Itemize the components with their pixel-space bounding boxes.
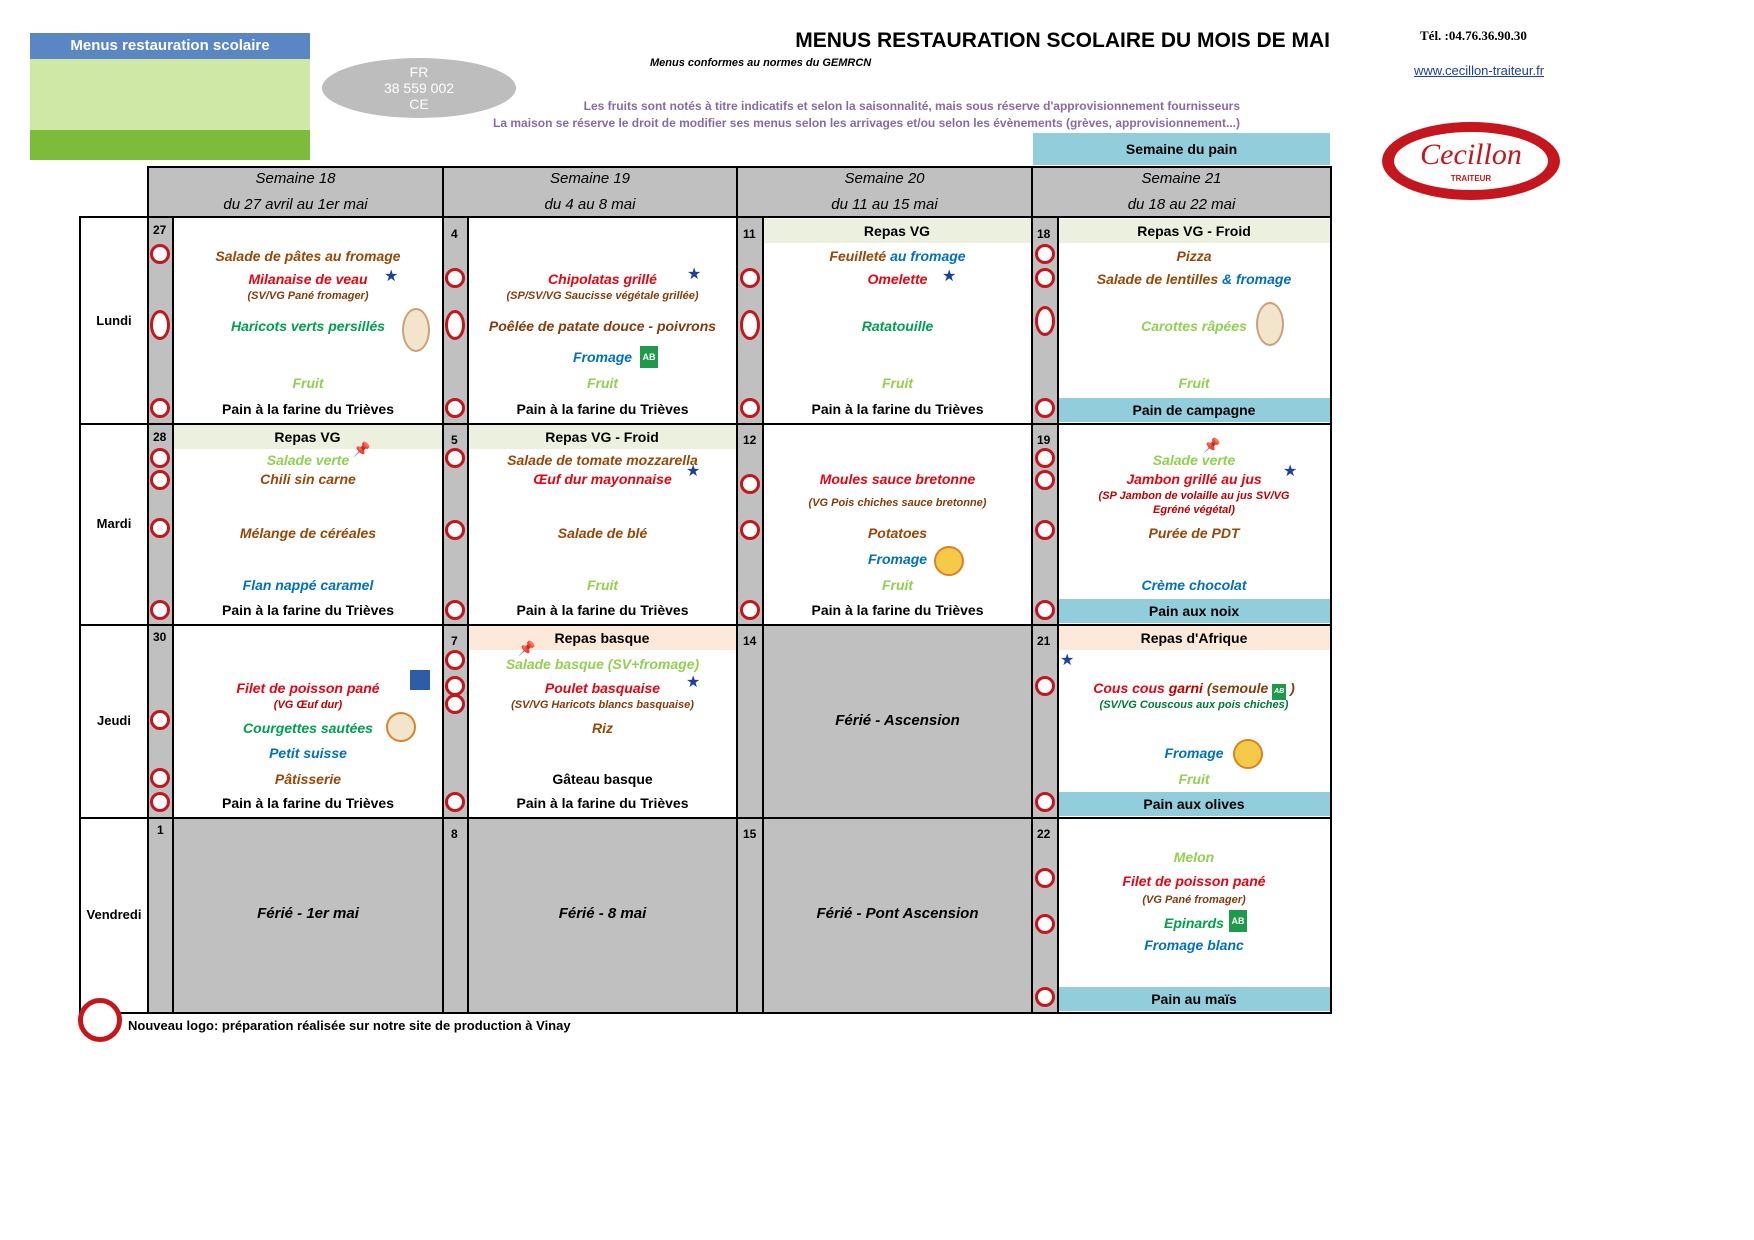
jeudi-w20-holiday: Férié - Ascension xyxy=(835,712,960,729)
chef-hat-icon xyxy=(445,448,465,468)
bread-lundi-w21: Pain de campagne xyxy=(1058,398,1330,422)
mardi-w18-main: Chili sin carne xyxy=(260,471,356,487)
date-22: 22 xyxy=(1037,827,1051,841)
msc-fish-icon xyxy=(410,670,430,690)
date-7: 7 xyxy=(451,634,458,648)
theme-mardi-w18: Repas VG xyxy=(173,425,442,449)
date-4: 4 xyxy=(451,227,458,241)
bread-mardi-w21: Pain aux noix xyxy=(1058,599,1330,623)
mardi-w20-dairy: Fromage xyxy=(867,551,928,567)
chef-hat-icon xyxy=(78,998,122,1042)
week-20-dates: du 11 au 15 mai xyxy=(831,196,938,213)
jeudi-w19-main: Poulet basquaise xyxy=(544,680,661,696)
logo-banner: Menus restauration scolaire xyxy=(30,33,310,59)
date-27: 27 xyxy=(153,223,167,237)
vendredi-w21-main: Filet de poisson pané xyxy=(1122,873,1266,889)
page-title: MENUS RESTAURATION SCOLAIRE DU MOIS DE MAI xyxy=(795,29,1330,52)
chef-hat-icon xyxy=(445,310,465,340)
lundi-w18-starter: Salade de pâtes au fromage xyxy=(215,248,401,264)
week-18-header xyxy=(149,166,442,218)
jeudi-w21-main-d: ) xyxy=(1290,680,1295,696)
week-18-title: Semaine 18 xyxy=(255,170,336,187)
week-18-dates: du 27 avril au 1er mai xyxy=(223,196,368,213)
label-rouge-icon xyxy=(1256,302,1284,346)
cecillon-logo xyxy=(1382,122,1560,200)
chef-hat-icon xyxy=(1035,448,1055,468)
chef-hat-icon xyxy=(1035,600,1055,620)
mardi-w18-side: Mélange de céréales xyxy=(239,525,377,541)
mardi-w19-bread: Pain à la farine du Trièves xyxy=(516,602,689,618)
chef-hat-icon xyxy=(740,268,760,288)
day-lundi: Lundi xyxy=(96,313,132,328)
date-18: 18 xyxy=(1037,227,1051,241)
mardi-w20-main-alt: (VG Pois chiches sauce bretonne) xyxy=(808,497,987,509)
chef-hat-icon xyxy=(150,244,170,264)
week-21-title: Semaine 21 xyxy=(1141,170,1222,187)
bread-jeudi-w21: Pain aux olives xyxy=(1058,792,1330,816)
mardi-w20-dessert: Fruit xyxy=(881,577,914,593)
mardi-w19-starter: Salade de tomate mozzarella xyxy=(507,452,698,468)
footnote: Nouveau logo: préparation réalisée sur notre site de production à Vinay xyxy=(128,1018,571,1033)
mardi-w20-bread: Pain à la farine du Trièves xyxy=(811,602,984,618)
lundi-w18-main-alt: (SV/VG Pané fromager) xyxy=(247,290,369,302)
chef-hat-icon xyxy=(740,474,760,494)
jeudi-w18-side: Courgettes sautées xyxy=(243,720,373,736)
theme-jeudi-w21: Repas d'Afrique xyxy=(1058,626,1330,650)
jeudi-w21-main-a: Cous cous xyxy=(1093,680,1165,696)
french-origin-icon: ★ xyxy=(687,266,702,283)
chef-hat-icon xyxy=(1035,987,1055,1007)
vendredi-w19-holiday: Férié - 8 mai xyxy=(558,905,647,922)
chef-hat-icon xyxy=(740,398,760,418)
mardi-w21-starter: Salade verte xyxy=(1152,452,1236,468)
mardi-w21-main-alt1: (SP Jambon de volaille au jus SV/VG xyxy=(1098,490,1290,502)
date-12: 12 xyxy=(743,433,757,447)
vendredi-w18-holiday: Férié - 1er mai xyxy=(257,905,359,922)
theme-lundi-w20: Repas VG xyxy=(763,219,1031,243)
chef-hat-icon xyxy=(150,310,170,340)
lundi-w18-main: Milanaise de veau xyxy=(248,271,368,287)
lundi-w19-main: Chipolatas grillé xyxy=(548,271,657,287)
vendredi-w21-starter: Melon xyxy=(1173,849,1215,865)
chef-hat-icon xyxy=(740,310,760,340)
lundi-w20-starter-b: au fromage xyxy=(890,248,966,264)
modification-note: La maison se réserve le droit de modifier ses menus selon les arrivages et/ou selon les évènements (grèves, approvisionnement...) xyxy=(493,116,1240,130)
chef-hat-icon xyxy=(150,470,170,490)
jeudi-w21-main xyxy=(1058,680,1330,700)
lundi-w19-bread: Pain à la farine du Trièves xyxy=(516,401,689,417)
day-mardi: Mardi xyxy=(96,516,132,531)
organic-ab-icon: AB xyxy=(1229,910,1247,932)
chef-hat-icon xyxy=(445,398,465,418)
french-origin-icon: ★ xyxy=(942,268,957,285)
french-origin-icon: ★ xyxy=(384,268,399,285)
bread-week-banner: Semaine du pain xyxy=(1033,133,1330,165)
chef-hat-icon xyxy=(445,676,465,696)
health-mark-number: 38 559 002 xyxy=(383,80,455,96)
chef-hat-icon xyxy=(1035,306,1055,336)
date-28: 28 xyxy=(153,430,167,444)
mardi-w20-main: Moules sauce bretonne xyxy=(819,471,976,487)
chef-hat-icon xyxy=(445,268,465,288)
health-mark-fr: FR xyxy=(409,64,429,80)
day-vendredi: Vendredi xyxy=(86,907,142,922)
jeudi-w18-dairy: Petit suisse xyxy=(269,745,347,761)
lundi-w19-side: Poêlée de patate douce - poivrons xyxy=(488,318,717,334)
chef-hat-icon xyxy=(150,792,170,812)
lundi-w18-bread: Pain à la farine du Trièves xyxy=(222,401,394,417)
chef-hat-icon xyxy=(150,398,170,418)
chef-hat-icon xyxy=(1035,398,1055,418)
chef-hat-icon xyxy=(445,520,465,540)
french-origin-icon: ★ xyxy=(1283,463,1298,480)
week-21-dates: du 18 au 22 mai xyxy=(1127,196,1236,213)
date-14: 14 xyxy=(743,634,757,648)
label-rouge-icon xyxy=(402,308,430,352)
lundi-w20-starter-a: Feuilleté xyxy=(829,248,887,264)
chef-hat-icon xyxy=(740,600,760,620)
cecillon-logo-text: Cecillon xyxy=(1394,132,1548,190)
vendredi-w21-main-alt: (VG Pané fromager) xyxy=(1142,894,1246,906)
date-30: 30 xyxy=(153,630,167,644)
date-21: 21 xyxy=(1037,634,1051,648)
date-1: 1 xyxy=(157,823,164,837)
chef-hat-icon xyxy=(445,694,465,714)
chef-hat-icon xyxy=(1035,244,1055,264)
lundi-w18-side: Haricots verts persillés xyxy=(230,318,386,334)
organic-ab-icon: AB xyxy=(640,346,658,368)
chef-hat-icon xyxy=(150,448,170,468)
week-21-header xyxy=(1033,166,1330,218)
mardi-w20-side: Potatoes xyxy=(867,525,928,541)
week-20-title: Semaine 20 xyxy=(844,170,925,187)
mardi-w18-bread: Pain à la farine du Trièves xyxy=(222,602,394,618)
jeudi-w19-side: Riz xyxy=(592,720,613,736)
page-subtitle: Menus conformes au normes du GEMRCN xyxy=(650,57,872,69)
website-link[interactable]: www.cecillon-traiteur.fr xyxy=(1414,63,1545,78)
chef-hat-icon xyxy=(1035,914,1055,934)
chef-hat-icon xyxy=(1035,268,1055,288)
date-15: 15 xyxy=(743,827,757,841)
jeudi-w19-dessert: Gâteau basque xyxy=(552,771,653,787)
jeudi-w21-main-alt: (SV/VG Couscous aux pois chiches) xyxy=(1099,699,1289,711)
week-19-header xyxy=(444,166,736,218)
french-origin-icon: ★ xyxy=(686,463,701,480)
chef-hat-icon xyxy=(445,600,465,620)
jeudi-w19-bread: Pain à la farine du Trièves xyxy=(516,795,689,811)
french-origin-icon: ★ xyxy=(686,674,701,691)
date-11: 11 xyxy=(743,227,756,241)
jeudi-w18-main-alt: (VG Œuf dur) xyxy=(273,699,343,711)
lundi-w21-main-b: & fromage xyxy=(1222,271,1292,287)
chef-hat-icon xyxy=(1035,470,1055,490)
lundi-w18-dessert: Fruit xyxy=(292,375,324,391)
mardi-w18-starter: Salade verte xyxy=(266,452,350,468)
jeudi-w18-main: Filet de poisson pané xyxy=(236,680,380,696)
mardi-w19-dessert: Fruit xyxy=(586,577,619,593)
lundi-w21-main xyxy=(1058,271,1330,287)
chef-hat-icon xyxy=(150,600,170,620)
jeudi-w18-bread: Pain à la farine du Trièves xyxy=(222,795,394,811)
lundi-w20-starter xyxy=(763,248,1032,264)
mardi-w19-side: Salade de blé xyxy=(557,525,648,541)
aop-cheese-icon xyxy=(1233,739,1263,769)
french-origin-icon: ★ xyxy=(1060,652,1075,669)
lundi-w21-starter: Pizza xyxy=(1176,248,1212,264)
chef-hat-icon xyxy=(1035,792,1055,812)
mardi-w21-side: Purée de PDT xyxy=(1148,525,1240,541)
theme-jeudi-w19: Repas basque xyxy=(468,626,736,650)
health-mark-ce: CE xyxy=(409,96,429,112)
lundi-w21-side: Carottes râpées xyxy=(1141,318,1247,334)
mardi-w21-dessert: Crème chocolat xyxy=(1141,577,1247,593)
school-menu-logo xyxy=(30,33,310,160)
mardi-w19-main: Œuf dur mayonnaise xyxy=(533,471,672,487)
lundi-w19-main-alt: (SP/SV/VG Saucisse végétale grillée) xyxy=(506,290,699,302)
vendredi-w21-side: Epinards xyxy=(1164,915,1224,931)
jeudi-w21-dessert: Fruit xyxy=(1178,771,1210,787)
jeudi-w21-main-b: garni xyxy=(1168,680,1203,696)
lundi-w20-side: Ratatouille xyxy=(861,318,934,334)
lundi-w20-bread: Pain à la farine du Trièves xyxy=(811,401,984,417)
vendredi-w20-holiday: Férié - Pont Ascension xyxy=(816,905,979,922)
chef-hat-icon xyxy=(1035,520,1055,540)
mardi-w21-main: Jambon grillé au jus xyxy=(1126,471,1262,487)
lundi-w19-dessert: Fruit xyxy=(586,375,619,391)
fruit-note: Les fruits sont notés à titre indicatifs et selon la saisonnalité, mais sous réserve d'approvisionnement fournisseurs xyxy=(583,99,1240,113)
mardi-w18-dessert: Flan nappé caramel xyxy=(242,577,374,593)
lundi-w20-dessert: Fruit xyxy=(881,375,914,391)
chef-hat-icon xyxy=(150,518,170,538)
lundi-w21-dessert: Fruit xyxy=(1178,375,1210,391)
theme-mardi-w19: Repas VG - Froid xyxy=(468,425,736,449)
chef-hat-icon xyxy=(445,792,465,812)
jeudi-w18-dessert: Pâtisserie xyxy=(274,771,342,787)
date-19: 19 xyxy=(1037,433,1051,447)
week-19-dates: du 4 au 8 mai xyxy=(544,196,636,213)
date-5: 5 xyxy=(451,433,458,447)
logo-grass xyxy=(30,130,310,160)
pin-icon: 📌 xyxy=(353,441,371,457)
label-rouge-icon xyxy=(386,712,416,742)
jeudi-w19-starter: Salade basque (SV+fromage) xyxy=(505,656,700,672)
chef-hat-icon xyxy=(445,650,465,670)
week-19-title: Semaine 19 xyxy=(549,170,631,187)
pin-icon: 📌 xyxy=(1203,437,1221,453)
theme-lundi-w21: Repas VG - Froid xyxy=(1058,219,1330,243)
jeudi-w21-dairy: Fromage xyxy=(1164,745,1224,761)
chef-hat-icon xyxy=(1035,868,1055,888)
lundi-w19-dairy: Fromage xyxy=(572,349,633,365)
day-jeudi: Jeudi xyxy=(97,713,131,728)
aop-cheese-icon xyxy=(934,546,964,576)
vendredi-w21-dairy: Fromage blanc xyxy=(1144,937,1244,953)
chef-hat-icon xyxy=(150,710,170,730)
date-8: 8 xyxy=(451,827,458,841)
cecillon-logo-sub: TRAITEUR xyxy=(1450,174,1492,183)
mardi-w21-main-alt2: Egréné végétal) xyxy=(1153,504,1235,516)
jeudi-w21-main-c: (semoule xyxy=(1206,680,1269,696)
chef-hat-icon xyxy=(740,520,760,540)
lundi-w20-main: Omelette xyxy=(867,271,928,287)
jeudi-w19-main-alt: (SV/VG Haricots blancs basquaise) xyxy=(511,699,694,711)
phone-number: Tél. :04.76.36.90.30 xyxy=(1420,28,1527,43)
chef-hat-icon xyxy=(1035,676,1055,696)
organic-ab-icon: AB xyxy=(1272,684,1286,700)
pin-icon: 📌 xyxy=(518,640,536,656)
bread-vendredi-w21: Pain au maïs xyxy=(1058,987,1330,1011)
lundi-w21-main-a: Salade de lentilles xyxy=(1096,271,1219,287)
chef-hat-icon xyxy=(150,768,170,788)
week-20-header xyxy=(738,166,1031,218)
